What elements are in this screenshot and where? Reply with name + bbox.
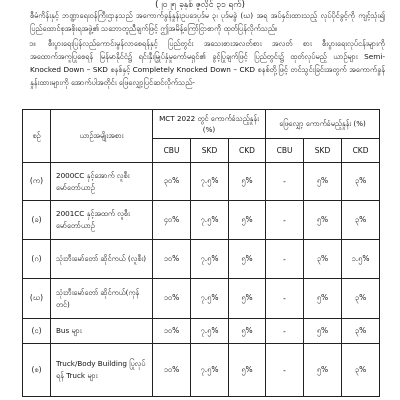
table-row	[23, 240, 380, 279]
rate-cell: ၇.၅%	[191, 279, 229, 319]
rate-cell: ၃%	[342, 279, 380, 319]
rate-cell: ၅%	[304, 201, 342, 240]
col-group-mct-2022: MCT 2022 တွင် ကောက်ခံသည့်နှုန်း (%)	[153, 110, 266, 139]
rate-cell: ၇.၅%	[191, 344, 229, 397]
col-header-vehicle-type: ယာဉ်အမျိုးအစား	[51, 110, 153, 163]
rate-cell: ၃%	[342, 344, 380, 397]
paragraph-number: ၁။	[29, 39, 36, 48]
rate-cell: ၃၀%	[153, 163, 191, 201]
rate-cell: ၄၀%	[153, 201, 191, 240]
sub-header-ckd: CKD	[342, 139, 380, 163]
sub-header-cbu: CBU	[153, 139, 191, 163]
vehicle-type-cell: 2001CC နှင့်အထက် လူစီးမော်တော်ယာဉ်	[51, 201, 153, 240]
rate-cell: ၅%	[304, 163, 342, 201]
rate-cell: ၅%	[229, 201, 266, 240]
sub-header-skd: SKD	[304, 139, 342, 163]
table-row	[23, 344, 380, 397]
table-row	[23, 279, 380, 319]
vehicle-type-cell: သုံးဘီးမော်တော် ဆိုင်ကယ်(ကုန်တင်)	[51, 279, 153, 319]
vehicle-type-cell: 2000CC နှင့်အောက် လူစီးမော်တော်ယာဉ်	[51, 163, 153, 201]
rate-cell: ၁၀%	[153, 319, 191, 344]
preamble-paragraph: စီမံကိန်းနှင့် ဘဏ္ဍာရေးဝန်ကြီးဌာနသည် အကောက်ခွန်နှုန်းဥပဒေပုဒ်မ ၃၊ ပုဒ်မခွဲ (ဃ) အရ အပ်နှင်းထားသည့် လုပ်ပိုင်ခွင့်ကို ကျင့်သုံး၍ ပြည်ထောင်စုအစိုးရအဖွဲ့၏ သဘောတူညီချက်ဖြင့် ဤအမိန့်ကြော်ငြာစာကို ထုတ်ပြန်လိုက်သည်။	[30, 11, 385, 33]
row-number: (စ)	[23, 344, 51, 397]
rate-cell: ၇.၅%	[191, 201, 229, 240]
sub-header-skd: SKD	[191, 139, 229, 163]
row-number: (ဂ)	[23, 240, 51, 279]
rate-cell: ၅%	[229, 319, 266, 344]
rate-cell: ၅%	[304, 279, 342, 319]
vehicle-type-cell: Truck/Body Building ပြုလုပ်ရန် Truck များ	[51, 344, 153, 397]
vehicle-type-cell: သုံးဘီးမော်တော် ဆိုင်ကယ် (လူစီး)	[51, 240, 153, 279]
rate-cell: -	[266, 201, 304, 240]
row-number: (ဃ)	[23, 279, 51, 319]
rate-cell: ၁.၅%	[342, 240, 380, 279]
col-group-reduced-rate: ဖြေလျှော့ ကောက်ခံမည့်နှုန်း (%)	[266, 110, 380, 139]
rate-cell: ၅%	[304, 319, 342, 344]
rate-cell: ၅%	[229, 240, 266, 279]
rate-cell: ၇.၅%	[191, 319, 229, 344]
rate-cell: -	[266, 279, 304, 319]
rate-cell: ၇.၅%	[191, 163, 229, 201]
rate-cell: ၅%	[304, 344, 342, 397]
rate-cell: ၅%	[229, 279, 266, 319]
table-row	[23, 319, 380, 344]
rate-cell: ၅%	[229, 344, 266, 397]
row-number: (က)	[23, 163, 51, 201]
row-number: (ခ)	[23, 201, 51, 240]
col-header-no: စဉ်	[23, 110, 51, 163]
table-row	[23, 201, 380, 240]
vehicle-type-cell: Bus များ	[51, 319, 153, 344]
rate-cell: ၃%	[342, 163, 380, 201]
document-date-heading: (၂၀၂၅ ခုနှစ် ဇူလိုင် ၃၁ ရက်)	[155, 0, 245, 10]
rate-cell: -	[266, 344, 304, 397]
rate-cell: -	[266, 319, 304, 344]
section-1-paragraph: စီးပွားရေးပြန်လည်ကောင်းမွန်လာစေရန်နှင့် ပြည်တွင်း အသေးစားအလတ်စား အလတ် စား စီးပွားရေးလုပ်ငန်းများကို အထောက်အကူပြုစေရန် မြန်မာနိုင်ငံ၌ ရင်းနှီးမြှုပ်နှံမှုကော်မရှင်၏ ခွင့်ပြုချက်ဖြင့် ပြည်တွင်း၌ ထုတ်လုပ်မည့် ယာဉ်များ Semi-Knocked Down – SKD စနစ်နှင့် Completely Knocked Down – CKD စနစ်တို့ဖြင့် တင်သွင်းခြင်းအတွက် အကောက်ခွန်နှုန်းထားများကို အောက်ပါအတိုင်း ဖြေလျှော့ပြင်ဆင်လိုက်သည်-	[30, 39, 385, 87]
rate-cell: -	[266, 163, 304, 201]
rate-cell: ၃%	[304, 240, 342, 279]
rate-cell: ၃%	[342, 319, 380, 344]
rate-cell: ၁၀%	[153, 279, 191, 319]
sub-header-cbu: CBU	[266, 139, 304, 163]
rate-cell: ၁၀%	[153, 344, 191, 397]
rate-cell: ၁၀%	[153, 240, 191, 279]
rate-cell: ၅%	[229, 163, 266, 201]
rate-cell: ၃%	[342, 201, 380, 240]
table-row	[23, 163, 380, 201]
tariff-rate-table	[22, 109, 380, 397]
rate-cell: -	[266, 240, 304, 279]
rate-cell: ၇.၅%	[191, 240, 229, 279]
sub-header-ckd: CKD	[229, 139, 266, 163]
row-number: (င)	[23, 319, 51, 344]
